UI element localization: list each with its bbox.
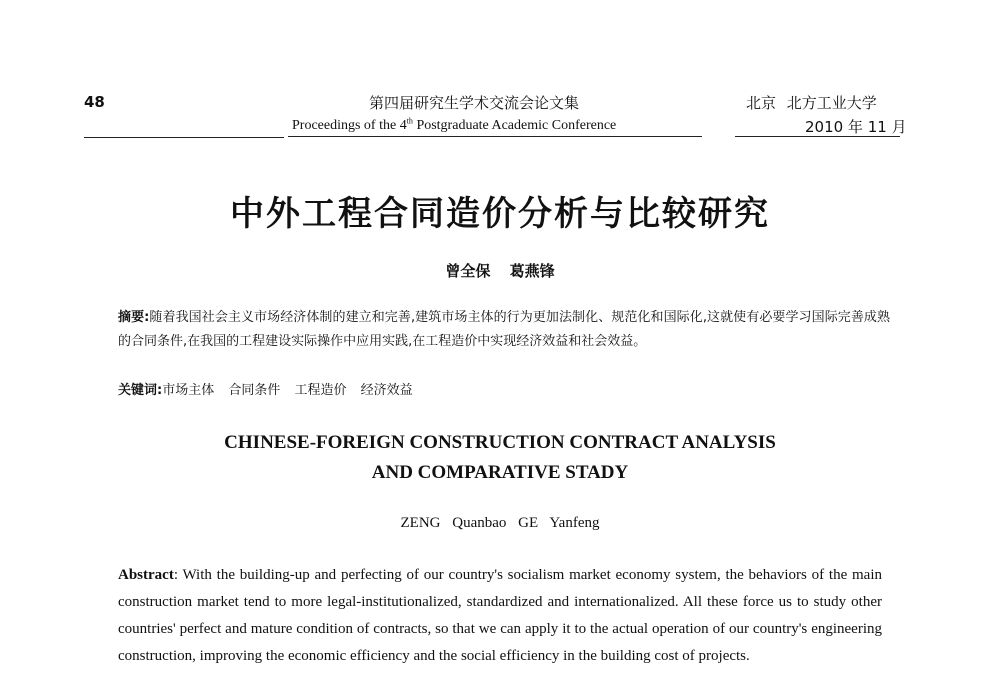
- abstract-cn: [118, 306, 890, 354]
- journal-title-en: [292, 118, 616, 134]
- header-date: 2010 年 11 月: [805, 118, 907, 136]
- paper-title-en-line-1: CHINESE-FOREIGN CONSTRUCTION CONTRACT ANALYSIS: [224, 432, 776, 453]
- paper-title-en-line-2: AND COMPARATIVE STADY: [371, 462, 629, 483]
- authors-cn: 曾全保 葛燕锋: [445, 262, 555, 280]
- keywords-cn-label: 关键词:: [118, 383, 163, 398]
- header-location: 北京 北方工业大学: [746, 94, 877, 112]
- paper-title-en: [0, 428, 1000, 488]
- paper-title-cn: 中外工程合同造价分析与比较研究: [230, 194, 770, 234]
- keywords-cn-text: 市场主体 合同条件 工程造价 经济效益: [162, 383, 413, 398]
- abstract-cn-label: 摘要:: [118, 310, 150, 325]
- journal-title-en-sup: th: [406, 116, 413, 126]
- abstract-en-label: Abstract: [118, 567, 174, 583]
- header-rule-left: [84, 137, 284, 138]
- journal-title-cn: 第四届研究生学术交流会论文集: [369, 94, 580, 112]
- journal-title-en-prefix: Proceedings of the 4: [292, 118, 407, 133]
- authors-en: ZENG Quanbao GE Yanfeng: [400, 515, 600, 531]
- page-number: 48: [84, 93, 105, 111]
- header-rule-right: [735, 136, 900, 137]
- abstract-en-text: : With the building-up and perfecting of our country's socialism market economy system, the behaviors of the main construction market tend to more legal-institutionalized, standardized and internationalized. All these force us to study other countries' perfect and mature condition of contracts, so that we can apply it to the actual operation of our country's engineering construction, improving the economic efficiency and the social efficiency in the building cost of projects.: [118, 567, 882, 664]
- abstract-cn-text: 随着我国社会主义市场经济体制的建立和完善,建筑市场主体的行为更加法制化、规范化和国际化,这就使有必要学习国际完善成熟的合同条件,在我国的工程建设实际操作中应用实践,在工程造价中实现经济效益和社会效益。: [118, 310, 891, 349]
- keywords-cn: [118, 379, 890, 403]
- journal-title-en-suffix: Postgraduate Academic Conference: [412, 118, 617, 133]
- abstract-en: [118, 562, 882, 670]
- header-rule-middle: [288, 136, 702, 137]
